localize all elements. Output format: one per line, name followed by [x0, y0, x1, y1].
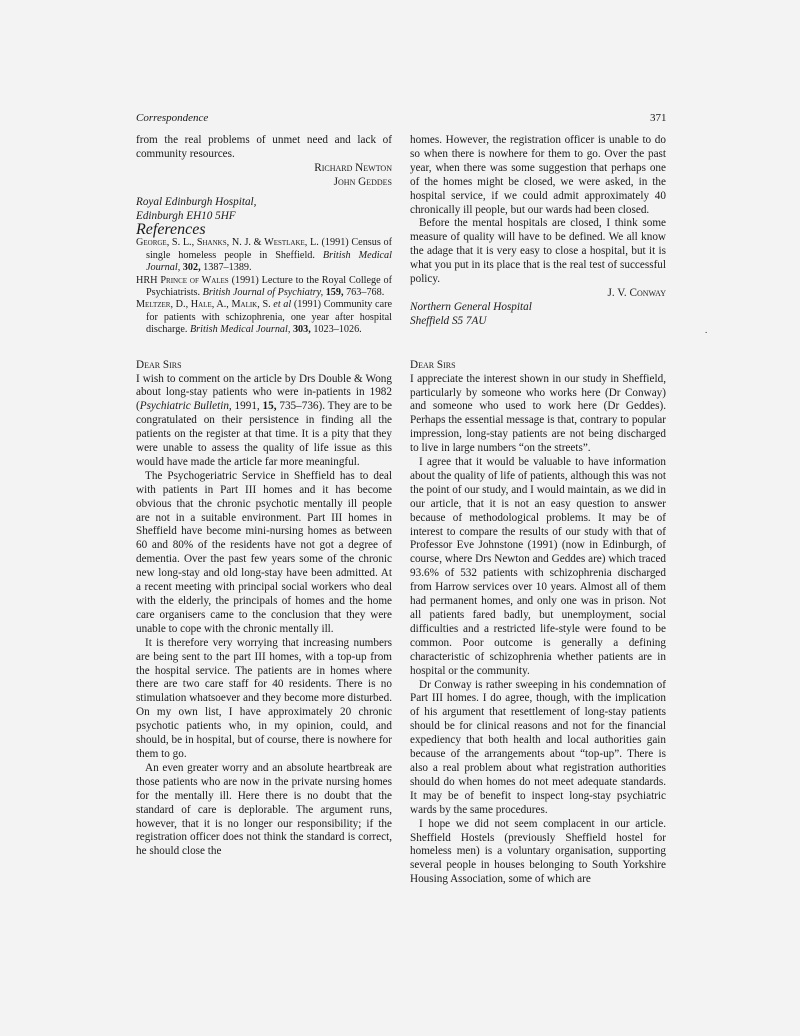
reference-item	[136, 299, 392, 336]
letter-paragraph: Dr Conway is rather sweeping in his condemnation of Part III homes. I do agree, though, with the implication of his argument that resettlement of long-stay patients should be for clinical reasons and not for the financial expediency that both health and local authorities gain because of the arrangements about “top-up”. There is also a real problem about what registration authorities should do when homes do not meet adequate standards. It may be of benefit to inspect long-stay psychiatric wards by the same procedures.	[410, 678, 666, 816]
address-line-1: Royal Edinburgh Hospital,	[136, 195, 257, 208]
ref-journal: British Medical Journal,	[146, 249, 392, 274]
running-header-section: Correspondence	[136, 112, 209, 124]
page-number: 371	[650, 112, 667, 124]
address-line-2: Sheffield S5 7AU	[410, 314, 487, 327]
stray-mark: .	[705, 325, 708, 335]
reference-item	[136, 275, 392, 300]
cited-journal: Psychiatric Bulletin,	[139, 400, 232, 413]
signature-conway: J. V. Conway	[607, 286, 666, 299]
letter-paragraph: I hope we did not seem complacent in our article. Sheffield Hostels (previously Sheffield hostel for homeless men) is a voluntary organisation, supporting several people in houses belonging to South Yorkshire Housing Association, some of which are	[410, 817, 666, 886]
ref-pages: 763–768.	[343, 286, 385, 298]
salutation: Dear Sirs	[410, 358, 456, 371]
ref-authors: George, S. L., Shanks, N. J. & Westlake, L.	[136, 237, 319, 249]
letter-paragraph	[136, 373, 392, 470]
signature-newton: Richard Newton	[314, 161, 392, 174]
ref-journal: British Medical Journal,	[189, 324, 291, 336]
ref-title: (1991) Lecture to the Royal College of Psychiatrists.	[146, 274, 392, 298]
letter-paragraph: The Psychogeriatric Service in Sheffield has to deal with patients in Part III homes and it has become obvious that the chronic psychotic mentally ill people are not in a suitable environment. Part III homes in Sheffield have become mini-nursing homes as between 60 and 80% of the residents have not got a degree of dementia. Over the past few years some of the chronic new long-stay and old long-stay have been admitted. At a recent meeting with principal social workers who deal with the elderly, the principals of homes and the home care organisers came to the conclusion that they were unable to cope with the chronic mentally ill.	[136, 469, 392, 635]
ref-title: (1991) Census of single homeless people in Sheffield.	[146, 237, 392, 261]
ref-volume: 159,	[323, 286, 344, 298]
ref-volume: 303,	[290, 324, 311, 336]
salutation: Dear Sirs	[136, 358, 182, 371]
ref-pages: 1023–1026.	[310, 324, 362, 336]
letter-paragraph: It is therefore very worrying that increasing numbers are being sent to the part III homes, with a top-up from the hospital service. The patients are in homes where there are two care staff for 40 residents. There is no stimulation whatsoever and they become more disturbed. On my own list, I have approximately 20 chronic psychotic patients who, in my opinion, could, and should, be in hospital, but of course, there is nowhere for them to go.	[136, 636, 392, 760]
paragraph-text: I wish to comment on the article by Drs Double & Wong about long-stay patients who were in-patients in 1982 (	[136, 372, 392, 413]
ref-journal: British Journal of Psychiatry,	[202, 286, 324, 298]
ref-title: (1991) Community care for patients with schizophrenia, one year after hospital discharge.	[146, 299, 393, 336]
continued-paragraph: from the real problems of unmet need and lack of community resources.	[136, 134, 392, 160]
ref-authors: HRH Prince of Wales	[136, 274, 229, 286]
right-column	[410, 134, 666, 887]
address-line-2: Edinburgh EH10 5HF	[136, 209, 236, 222]
signature-geddes: John Geddes	[333, 175, 392, 188]
ref-authors: Meltzer, D., Hale, A., Malik, S.	[136, 299, 271, 311]
letter-paragraph: I agree that it would be valuable to have information about the quality of life of patients, although this was not the point of our study, and I would maintain, as we did in our article, that it is not an easy question to answer because of methodological problems. It may be of interest to compare the results of our study with that of Professor Eve Johnstone (1991) (now in Edinburgh, of course, where Drs Newton and Geddes are) which traced 93.6% of 532 patients with schizophrenia discharged from Harrow services over 10 years. Almost all of them had permanent homes, and only one was in prison. Not all patients fared badly, but unemployment, social difficulties and a restricted life-style were found to be common. Poor outcome is generally a defining characteristic of schizophrenia whether patients are in hospital or the community.	[410, 456, 666, 677]
left-column	[136, 134, 392, 859]
letter-paragraph: I appreciate the interest shown in our study in Sheffield, particularly by someone who works here (Dr Conway) and someone who used to work here (Dr Geddes). Perhaps the essential message is that, contrary to popular impression, long-stay patients are not being discharged to live in large numbers “on the streets”.	[410, 372, 666, 455]
ref-pages: 1387–1389.	[200, 262, 252, 274]
cited-year: 1991,	[231, 400, 260, 413]
letter-paragraph: An even greater worry and an absolute heartbreak are those patients who are now in the private nursing homes for the mentally ill. Here there is no doubt that the standard of care is deplorable. The argument runs, however, that it is no longer our responsibility; if the registration officer does not think the standard is correct, he should close the	[136, 761, 392, 858]
paragraph-text: 735–736). They are to be congratulated on their persistence in finding all the patients on the register at that time. It is a pity that they were unable to assess the quality of life issue as this would have made the article far more meaningful.	[136, 400, 393, 468]
letter-paragraph: homes. However, the registration officer is unable to do so when there is nowhere for them to go. Over the past year, when there was some suggestion that perhaps one of the homes might be closed, we were asked, in the hospital service, if we could admit approximately 40 chronically ill people, but our wards had been closed.	[410, 134, 666, 216]
cited-volume: 15,	[259, 400, 277, 413]
references-heading: References	[136, 221, 206, 239]
ref-volume: 302,	[180, 262, 201, 274]
reference-item	[136, 237, 392, 274]
letter-paragraph: Before the mental hospitals are closed, I think some measure of quality will have to be defined. We all know the adage that it is very easy to close a hospital, but it is what you put in its place that is the real test of successful policy.	[410, 217, 666, 286]
address-line-1: Northern General Hospital	[410, 300, 532, 313]
ref-etal: et al	[270, 299, 292, 311]
